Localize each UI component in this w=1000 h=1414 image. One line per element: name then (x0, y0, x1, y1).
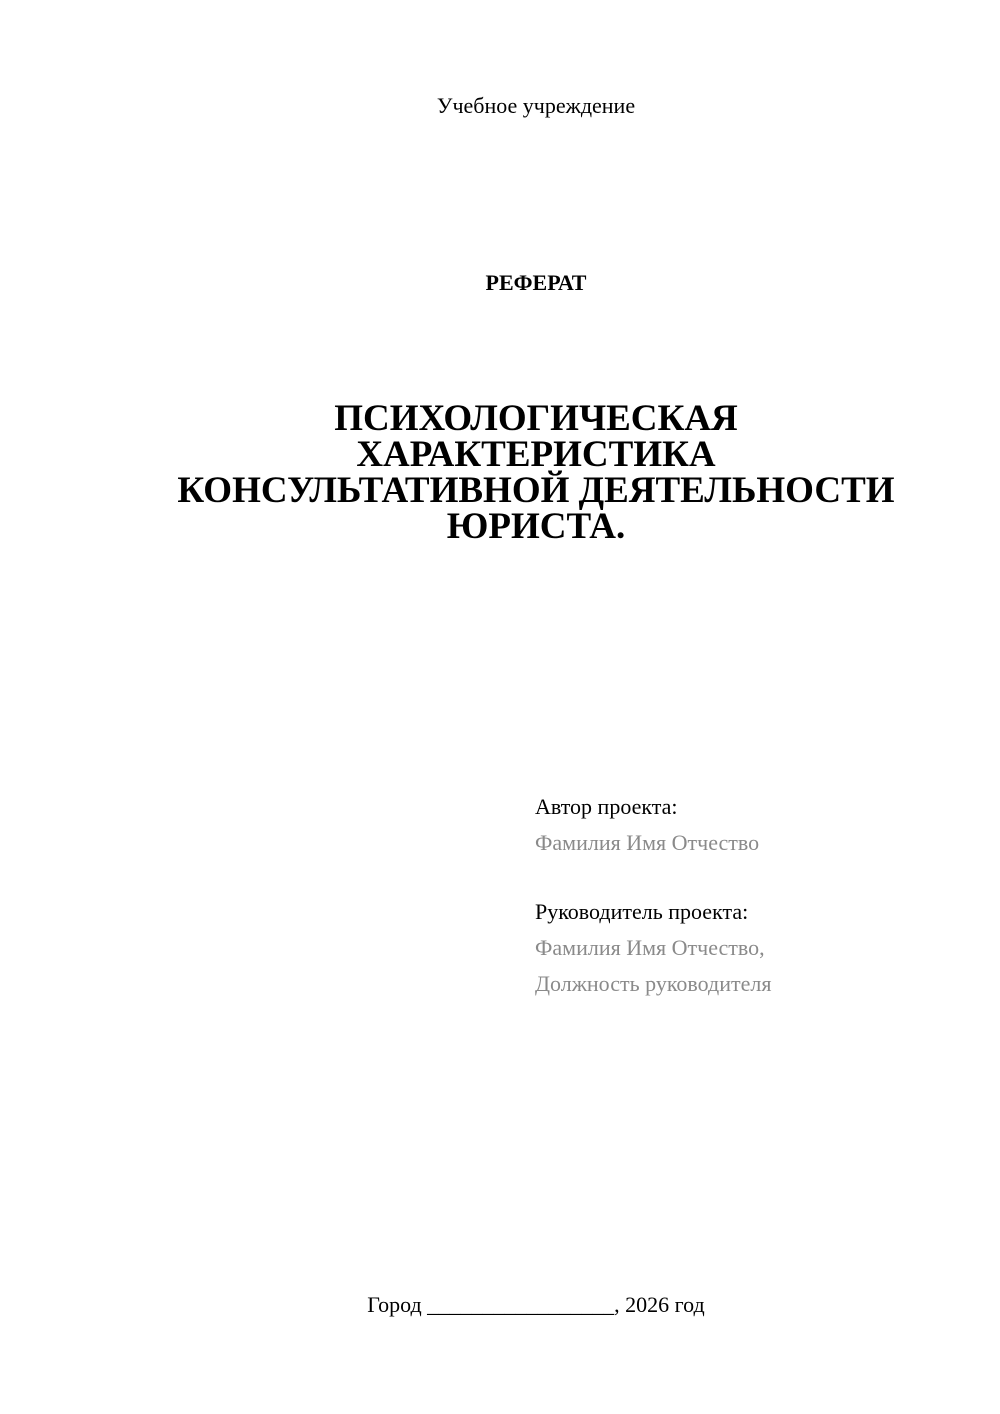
supervisor-position: Должность руководителя (535, 971, 772, 996)
title-line-1: ПСИХОЛОГИЧЕСКАЯ (334, 398, 738, 439)
author-name: Фамилия Имя Отчество (535, 830, 760, 855)
title-line-2: ХАРАКТЕРИСТИКА (356, 434, 716, 475)
title-line-4: ЮРИСТА. (446, 506, 626, 547)
supervisor-block (535, 894, 771, 1002)
author-block (535, 789, 759, 861)
title-line-3: КОНСУЛЬТАТИВНОЙ ДЕЯТЕЛЬНОСТИ (177, 470, 895, 511)
city-year-footer: Город _________________, 2026 год (367, 1292, 705, 1317)
document-type: РЕФЕРАТ (485, 270, 587, 295)
document-title (100, 398, 972, 547)
institution-name: Учебное учреждение (436, 93, 636, 118)
supervisor-label: Руководитель проекта: (535, 899, 749, 924)
supervisor-name: Фамилия Имя Отчество, (535, 935, 765, 960)
author-label: Автор проекта: (535, 794, 678, 819)
